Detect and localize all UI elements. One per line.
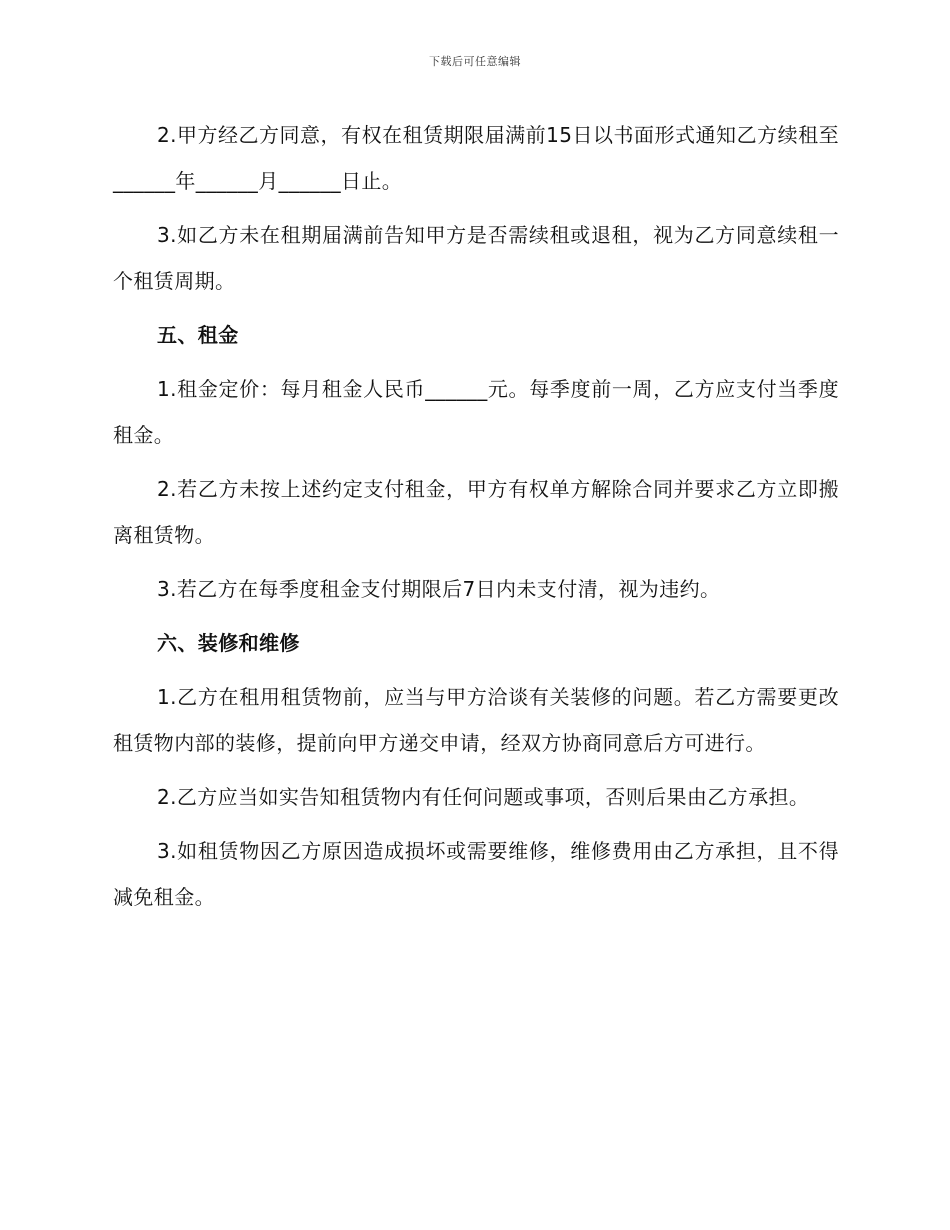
clause-rent-late: 3.若乙方在每季度租金支付期限后7日内未支付清，视为违约。 bbox=[157, 577, 721, 601]
clause-rent-price: 1.租金定价：每月租金人民币______元。每季度前一周，乙方应支付当季度租金。 bbox=[113, 377, 839, 447]
clause-disclosure: 2.乙方应当如实告知租赁物内有任何问题或事项，否则后果由乙方承担。 bbox=[157, 785, 810, 809]
clause-renewal-notice: 2.甲方经乙方同意，有权在租赁期限届满前15日以书面形式通知乙方续租至______年______月______日止。 bbox=[113, 123, 839, 193]
clause-renovation-request: 1.乙方在租用租赁物前，应当与甲方洽谈有关装修的问题。若乙方需要更改租赁物内部的装修，提前向甲方递交申请，经双方协商同意后方可进行。 bbox=[113, 685, 839, 755]
section-heading-rent: 五、租金 bbox=[157, 323, 239, 347]
clause-rent-default: 2.若乙方未按上述约定支付租金，甲方有权单方解除合同并要求乙方立即搬离租赁物。 bbox=[113, 477, 839, 547]
document-body bbox=[113, 112, 839, 928]
clause-repair-cost: 3.如租赁物因乙方原因造成损坏或需要维修，维修费用由乙方承担，且不得减免租金。 bbox=[113, 839, 839, 909]
section-heading-renovation: 六、装修和维修 bbox=[157, 631, 300, 655]
clause-auto-renewal: 3.如乙方未在租期届满前告知甲方是否需续租或退租，视为乙方同意续租一个租赁周期。 bbox=[113, 223, 839, 293]
page-header: 下载后可任意编辑 bbox=[429, 55, 521, 68]
